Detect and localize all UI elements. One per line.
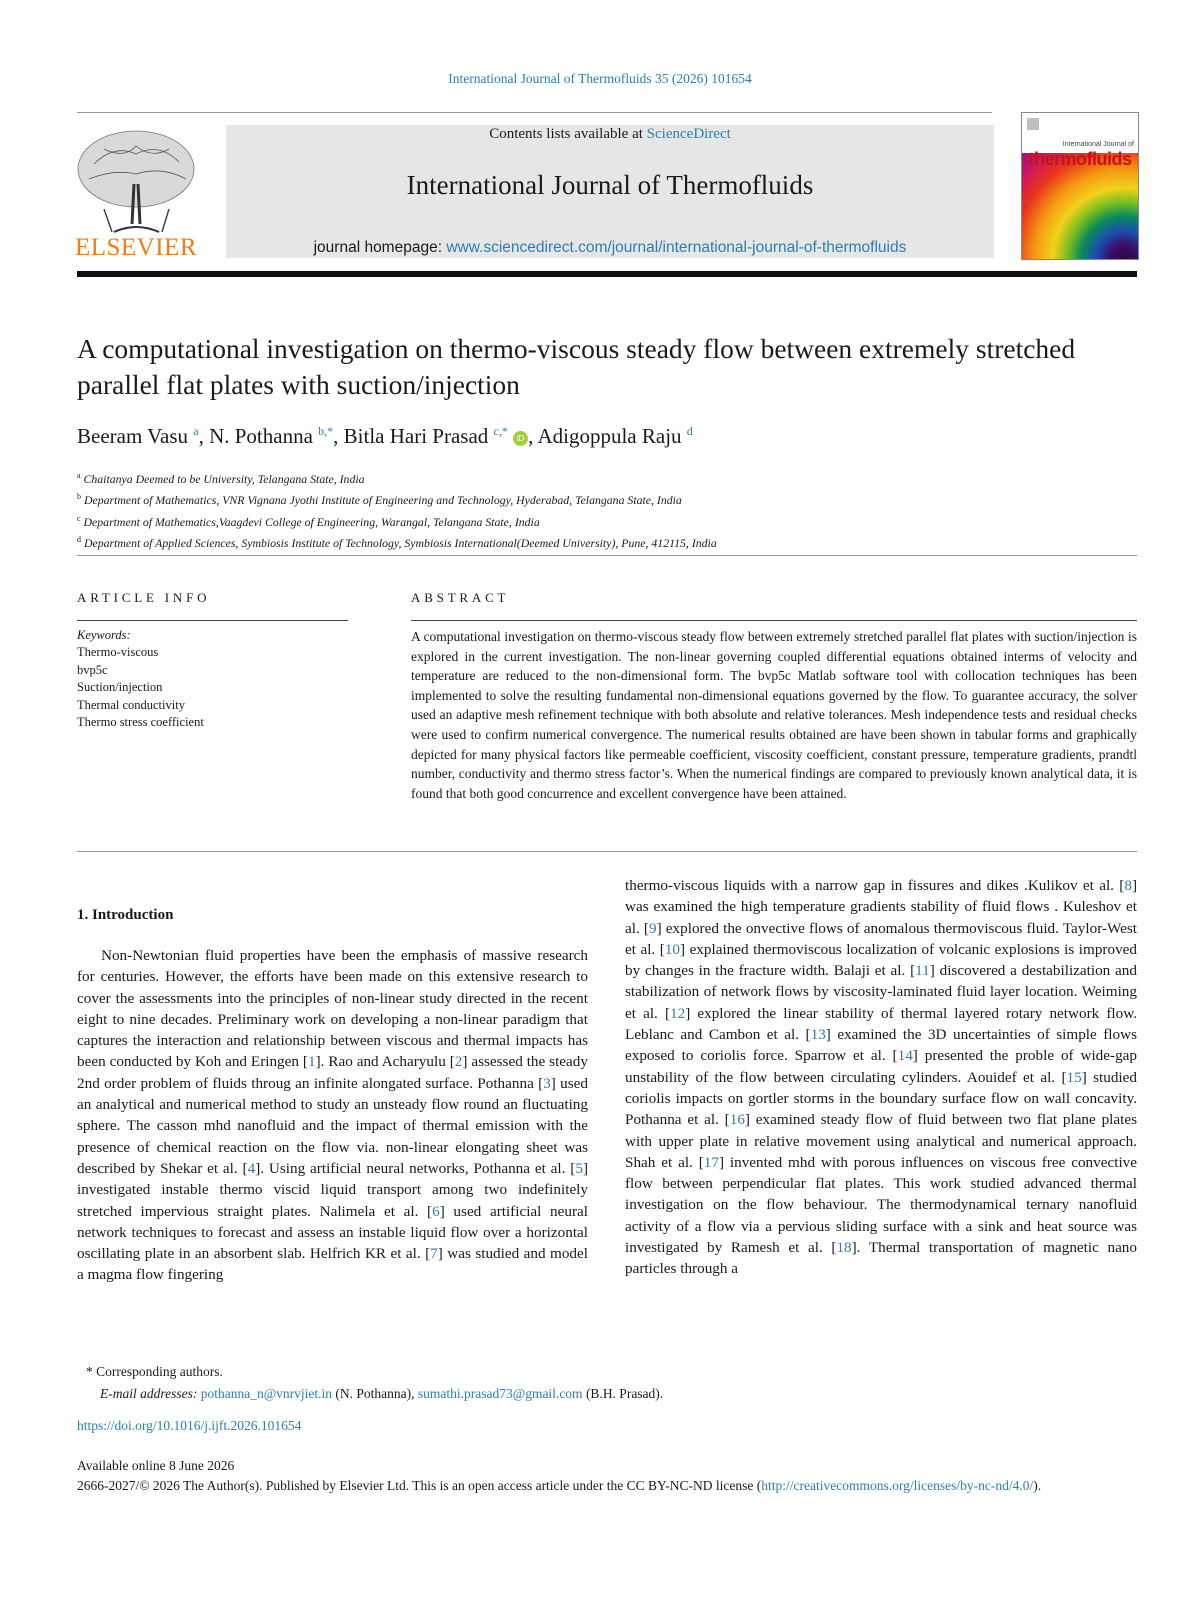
header-thick-rule bbox=[77, 271, 1137, 277]
body-text: ] invented mhd with porous influences on viscous free convective flow between perpendicular flat plates. This work studied advanced thermal investigation on the flow behaviour. The thermodynamical ternary nanofluid activity of a flow via a pervious sliding surface with a sink and heat source was investigated by Ramesh et al. [ bbox=[625, 1153, 1138, 1257]
article-info-rule bbox=[77, 620, 348, 621]
intro-heading: 1. Introduction bbox=[77, 907, 174, 923]
citation-link[interactable]: 17 bbox=[703, 1153, 719, 1171]
journal-cover-thumbnail[interactable] bbox=[1021, 112, 1139, 260]
affiliation-item bbox=[77, 488, 1137, 509]
citation-link[interactable]: 14 bbox=[897, 1047, 913, 1065]
author-name[interactable]: Bitla Hari Prasad bbox=[343, 424, 489, 448]
author-list: Beeram Vasu $^a$, N. Pothanna $^{b,*}$, Bitla Hari Prasad $^{c,*}$ iD , Adigoppula Raju $^d$ bbox=[77, 424, 693, 448]
email-owner: (N. Pothanna), bbox=[332, 1386, 418, 1401]
email-link-pothanna[interactable]: pothanna_n@vnrvjiet.in bbox=[200, 1386, 333, 1401]
cover-subtitle: International Journal of bbox=[1062, 141, 1134, 148]
license-text: 2666-2027/© 2026 The Author(s). Published by Elsevier Ltd. This is an open access article under the CC BY-NC-ND license ( bbox=[77, 1478, 762, 1493]
affiliation-item bbox=[77, 510, 1137, 531]
body-text: thermo-viscous liquids with a narrow gap in fissures and dikes .Kulikov et al. [ bbox=[625, 877, 1125, 894]
body-text: ] explored the onvective flows of anomalous thermoviscous fluid. Taylor-West et al. [ bbox=[625, 919, 1137, 958]
citation-link[interactable]: 4 bbox=[247, 1159, 256, 1177]
affiliations bbox=[77, 467, 1137, 552]
author-affil-marker[interactable]: a bbox=[193, 424, 199, 438]
citation-link[interactable]: 3 bbox=[543, 1074, 551, 1092]
keyword-item: Thermo-viscous bbox=[77, 645, 159, 660]
citation-link[interactable]: 5 bbox=[575, 1159, 583, 1177]
paper-title: A computational investigation on thermo-viscous steady flow between extremely stretched parallel flat plates with suction/injection bbox=[77, 333, 1076, 400]
author-name[interactable]: Adigoppula Raju bbox=[537, 424, 682, 448]
affiliation-text: Chaitanya Deemed to be University, Telangana State, India bbox=[83, 471, 365, 486]
citation-link[interactable]: 13 bbox=[810, 1026, 826, 1044]
email-owner: (B.H. Prasad). bbox=[582, 1386, 664, 1401]
abstract-text: A computational investigation on thermo-viscous steady flow between extremely stretched parallel flat plates with suction/injection is explored in the current investigation. The non-linear governing coupled differential equations obtained interms of velocity and temperature are reduced to the non-dimensional form. The bvp5c Matlab software tool with collocation techniques has been implemented to solve the resulting fundamental non-dimensional equations governed by the flow. To guarantee accuracy, the solver used an adaptive mesh refinement technique with both absolute and relative tolerances. Mesh independence tests and residual checks were used to confirm numerical convergence. The numerical results obtained are have been shown in tabular forms and graphically depicted for many physical factors like permeable coefficient, viscosity coefficient, constant pressure, temperature gradients, prandtl number, conductivity and thermo stress factor’s. When the numerical findings are compared to previously known analytical data, it is found that both good concurrence and excellent convergence have been attained. bbox=[411, 629, 1137, 801]
doi-link[interactable]: https://doi.org/10.1016/j.ijft.2026.101654 bbox=[77, 1418, 302, 1433]
body-text: ] explored the linear stability of thermal layered rotary network flow. Leblanc and Cambon et al. [ bbox=[625, 1004, 1137, 1044]
affiliation-item bbox=[77, 467, 1137, 488]
keyword-item: Thermal conductivity bbox=[77, 697, 185, 712]
license-end: ). bbox=[1033, 1478, 1042, 1493]
body-text: ] was studied and model a magma flow fingering bbox=[77, 1245, 588, 1284]
elsevier-wordmark: ELSEVIER bbox=[74, 234, 198, 261]
citation-link[interactable]: 11 bbox=[915, 962, 930, 980]
citation-link[interactable]: 10 bbox=[664, 940, 680, 958]
contents-available bbox=[226, 126, 994, 143]
corresponding-authors-note: * Corresponding authors. bbox=[86, 1364, 223, 1379]
affiliation-text: Department of Applied Sciences, Symbiosis Institute of Technology, Symbiosis International(Deemed University), Pune, 412115, India bbox=[83, 535, 717, 550]
intro-left-column bbox=[77, 945, 588, 1286]
body-text: ] was examined the high temperature gradients stability of fluid flows . Kuleshov et al. [ bbox=[625, 877, 1137, 937]
body-text: ] assessed the steady 2nd order problem of fluids throug an infinite alongated surface. Pothanna [ bbox=[77, 1053, 588, 1092]
author-name[interactable]: Beeram Vasu bbox=[77, 424, 188, 448]
citation-link[interactable]: 6 bbox=[432, 1202, 440, 1220]
citation-link[interactable]: 12 bbox=[670, 1004, 686, 1022]
affiliation-marker: d bbox=[77, 534, 81, 544]
keyword-item: Suction/injection bbox=[77, 680, 163, 695]
journal-reference[interactable]: International Journal of Thermofluids 35 (2026) 101654 bbox=[448, 71, 752, 86]
body-text: ] presented the proble of wide-gap unstability of the flow between circulating cylinders. Aouidef et al. [ bbox=[625, 1047, 1137, 1086]
citation-link[interactable]: 2 bbox=[454, 1053, 463, 1071]
affiliation-marker: a bbox=[77, 471, 81, 480]
body-text: ]. Using artificial neural networks, Pothanna et al. [ bbox=[255, 1159, 576, 1177]
author-affil-marker[interactable]: b,* bbox=[318, 424, 334, 438]
cover-publisher-mark bbox=[1027, 118, 1039, 130]
citation-link[interactable]: 7 bbox=[430, 1245, 438, 1263]
citation-link[interactable]: 18 bbox=[836, 1239, 852, 1257]
cover-title: thermofluids bbox=[1028, 149, 1132, 169]
body-text: ] investigated instable thermo viscid liquid transport among two indefinitely stretched impervious straight plates. Nalimela et al. [ bbox=[77, 1159, 589, 1220]
affiliation-rule bbox=[77, 555, 1137, 556]
keywords-block bbox=[77, 627, 347, 731]
author-affil-marker[interactable]: c,* bbox=[493, 424, 508, 438]
body-text: ]. Thermal transportation of magnetic nano particles through a bbox=[625, 1239, 1137, 1278]
article-info-heading: ARTICLE INFO bbox=[77, 590, 211, 605]
author-name[interactable]: N. Pothanna bbox=[209, 424, 313, 448]
orcid-icon[interactable]: iD bbox=[513, 431, 528, 446]
citation-link[interactable]: 1 bbox=[307, 1053, 316, 1071]
affiliation-text: Department of Mathematics, VNR Vignana Jyothi Institute of Engineering and Technology, Hyderabad, Telangana State, India bbox=[83, 493, 682, 508]
email-label: E-mail addresses: bbox=[100, 1386, 201, 1401]
body-text: ] studied coriolis impacts on gortler storms in the boundary surface flow on wall concavity. Pothanna et al. [ bbox=[625, 1068, 1137, 1129]
body-text: ] explained thermoviscous localization of volcanic explosions is improved by changes in the fracture width. Balaji et al. [ bbox=[625, 940, 1138, 980]
citation-link[interactable]: 9 bbox=[648, 919, 657, 937]
sciencedirect-link[interactable]: ScienceDirect bbox=[646, 126, 731, 142]
email-link-prasad[interactable]: sumathi.prasad73@gmail.com bbox=[417, 1386, 583, 1401]
body-text: ] examined the 3D uncertainties of simple flows exposed to coriolis force. Sparrow et al. [ bbox=[625, 1026, 1137, 1065]
email-addresses bbox=[100, 1386, 663, 1402]
homepage-link[interactable]: www.sciencedirect.com/journal/international-journal-of-thermofluids bbox=[446, 239, 907, 256]
journal-homepage bbox=[226, 239, 994, 257]
body-text: ] discovered a destabilization and stabilization of network flows by viscosity-laminated fluid layer location. Weiming et al. [ bbox=[625, 962, 1137, 1022]
affiliation-text: Department of Mathematics,Vaagdevi College of Engineering, Warangal, Telangana State, India bbox=[83, 514, 540, 529]
contents-prefix: Contents lists available at bbox=[489, 126, 647, 142]
body-text: Non-Newtonian fluid properties have been the emphasis of massive research for centuries. However, the efforts have been made on this extensive research to cover the assessments into the principles of non-linear study directed in the recent eight to nine decades. Preliminary work on developing a non-linear paradigm that captures the interaction and relationship between viscous and thermal impacts has been conducted by Koh and Eringen [ bbox=[77, 947, 588, 1071]
citation-link[interactable]: 16 bbox=[729, 1111, 745, 1129]
license-link[interactable]: http://creativecommons.org/licenses/by-nc-nd/4.0/ bbox=[761, 1478, 1034, 1493]
keyword-item: bvp5c bbox=[77, 662, 108, 677]
license-statement bbox=[77, 1476, 1137, 1496]
body-text: ]. Rao and Acharyulu [ bbox=[315, 1053, 455, 1071]
affiliation-marker: c bbox=[77, 513, 81, 523]
body-text: ] examined steady flow of fluid between two flat plane plates with upper plate in relative movement using analytical and numerical approach. Shah et al. [ bbox=[625, 1111, 1137, 1171]
body-text: ] used artificial neural network techniques to forecast and assess an instable liquid flow over a horizontal oscillating plate in an absorbent slab. Helfrich KR et al. [ bbox=[77, 1202, 589, 1263]
top-rule bbox=[77, 112, 992, 113]
journal-title: International Journal of Thermofluids bbox=[406, 170, 814, 200]
affiliation-item bbox=[77, 531, 1137, 552]
available-online: Available online 8 June 2026 bbox=[77, 1458, 235, 1473]
author-affil-marker[interactable]: d bbox=[686, 424, 693, 438]
citation-link[interactable]: 8 bbox=[1124, 877, 1132, 894]
body-text: ] used an analytical and numerical method to study an unsteady flow round an fluctuating sphere. The casson mhd nanofluid and the impact of thermal emission with the presence of chemical reaction on the flow via. non-linear elongating sheet was described by Shekar et al. [ bbox=[77, 1074, 588, 1177]
homepage-prefix: journal homepage: bbox=[313, 239, 447, 256]
keyword-item: Thermo stress coefficient bbox=[77, 715, 204, 730]
affiliation-marker: b bbox=[77, 492, 81, 502]
abstract-bottom-rule bbox=[77, 851, 1137, 852]
abstract-rule bbox=[411, 620, 1137, 621]
abstract-heading: ABSTRACT bbox=[411, 590, 510, 605]
keywords-label: Keywords: bbox=[77, 628, 131, 642]
intro-right-column bbox=[625, 875, 1137, 1280]
citation-link[interactable]: 15 bbox=[1066, 1068, 1082, 1086]
